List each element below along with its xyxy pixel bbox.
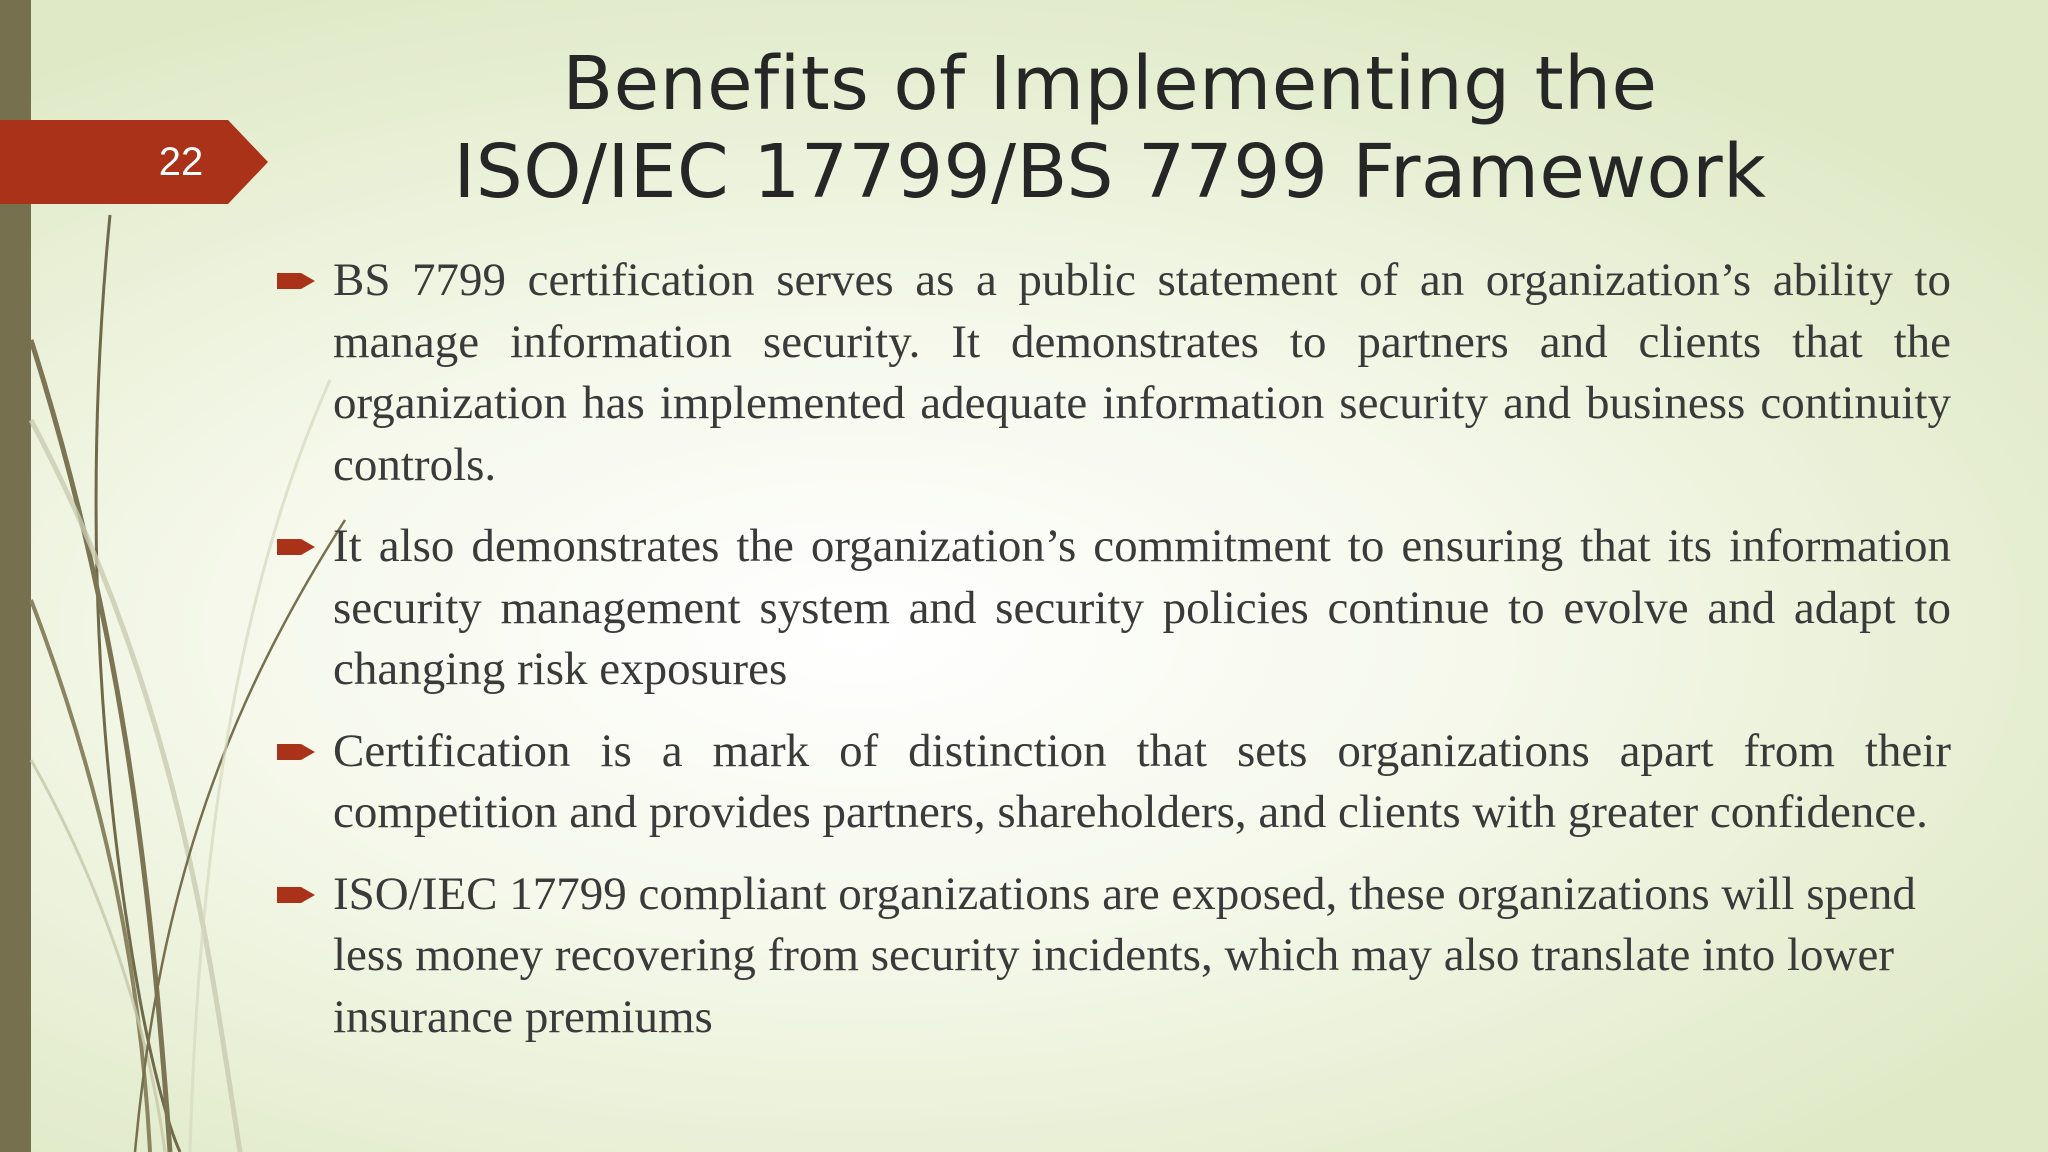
bullet-text: It also demonstrates the organization’s commitment to ensuring that its information security management system and security policies continue to evolve and adapt to changing risk exposures bbox=[333, 520, 1951, 695]
arrow-bullet-icon bbox=[277, 741, 317, 763]
slide-number-badge bbox=[0, 120, 268, 204]
bullet-list bbox=[333, 250, 1951, 1068]
bullet-item bbox=[333, 721, 1951, 844]
bullet-item bbox=[333, 250, 1951, 496]
arrow-bullet-icon bbox=[277, 270, 317, 292]
bullet-text: ISO/IEC 17799 compliant organizations are exposed, these organizations will spend less money recovering from security incidents, which may also translate into lower insurance premiums bbox=[333, 867, 1916, 1043]
bullet-text: Certification is a mark of distinction that sets organizations apart from their competition and provides partners, shareholders, and clients with greater confidence. bbox=[333, 724, 1951, 838]
title-line-2: ISO/IEC 17799/BS 7799 Framework bbox=[453, 129, 1767, 215]
slide-title bbox=[400, 40, 1820, 216]
title-line-1: Benefits of Implementing the bbox=[562, 41, 1658, 127]
arrow-bullet-icon bbox=[277, 536, 317, 558]
slide-number: 22 bbox=[158, 140, 204, 184]
arrow-bullet-icon bbox=[277, 884, 317, 906]
bullet-item bbox=[333, 516, 1951, 701]
bullet-item bbox=[333, 864, 1951, 1049]
bullet-text: BS 7799 certification serves as a public statement of an organization’s ability to manage information security. It demonstrates to partners and clients that the organization has implemented adequate information security and business continuity controls. bbox=[333, 254, 1951, 491]
